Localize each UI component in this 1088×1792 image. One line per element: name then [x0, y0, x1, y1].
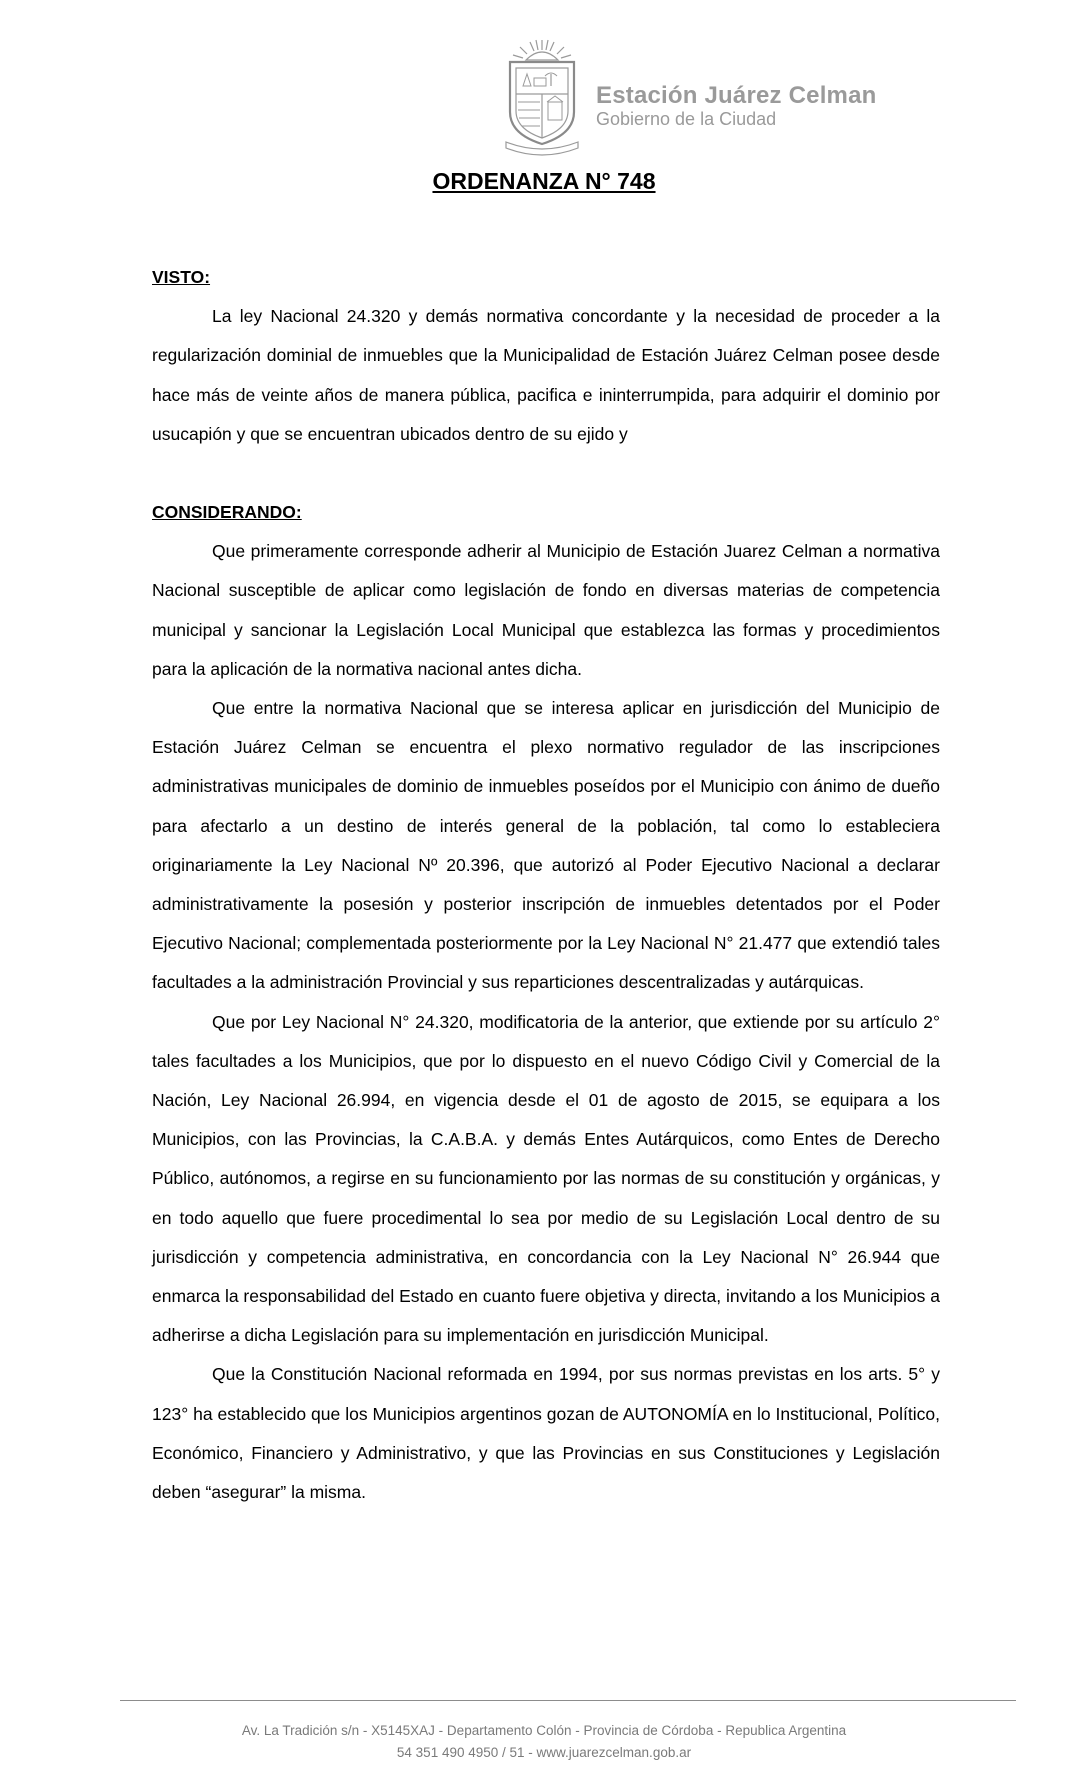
- footer-contact: 54 351 490 4950 / 51 - www.juarezcelman.gob.ar: [396, 1745, 692, 1760]
- footer-divider: [120, 1700, 1016, 1701]
- considerando-paragraph: Que la Constitución Nacional reformada en 1994, por sus normas previstas en los arts. 5° y 123° ha establecido que los Municipios argentinos gozan de AUTONOMÍA en lo Institucional, Político, Económico, Financiero y Administrativo, y que las Provincias en sus Constituciones y Legislación deben “asegurar” la misma.: [152, 1364, 940, 1503]
- document-body: [152, 258, 940, 1512]
- institution-name: Estación Juárez Celman: [596, 82, 877, 109]
- footer-address: Av. La Tradición s/n - X5145XAJ - Departamento Colón - Provincia de Córdoba - Republica Argentina: [241, 1723, 847, 1738]
- considerando-paragraph: Que entre la normativa Nacional que se interesa aplicar en jurisdicción del Municipio de Estación Juárez Celman se encuentra el plexo normativo regulador de las inscripciones administrativas municipales de dominio de inmuebles poseídos por el Municipio con ánimo de dueño para afectarlo a un destino de interés general de la población, tal como lo estableciera originariamente la Ley Nacional Nº 20.396, que autorizó al Poder Ejecutivo Nacional a declarar administrativamente la posesión y posterior inscripción de inmuebles detentados por el Poder Ejecutivo Nacional; complementada posteriormente por la Ley Nacional N° 21.477 que extendió tales facultades a la administración Provincial y sus reparticiones descentralizadas y autárquicas.: [152, 698, 940, 993]
- visto-paragraph: La ley Nacional 24.320 y demás normativa concordante y la necesidad de proceder a la regularización dominial de inmuebles que la Municipalidad de Estación Juárez Celman posee desde hace más de veinte años de manera pública, pacifica e ininterrumpida, para adquirir el dominio por usucapión y que se encuentran ubicados dentro de su ejido y: [152, 306, 940, 444]
- document-title: ORDENANZA N° 748: [432, 168, 656, 194]
- municipal-crest-logo: [496, 34, 588, 158]
- considerando-paragraph: Que por Ley Nacional N° 24.320, modificatoria de la anterior, que extiende por su artículo 2° tales facultades a los Municipios, que por lo dispuesto en el nuevo Código Civil y Comercial de la Nación, Ley Nacional 26.994, en vigencia desde el 01 de agosto de 2015, se equipara a los Municipios, con las Provincias, la C.A.B.A. y demás Entes Autárquicos, como Entes de Derecho Público, autónomos, a regirse en su funcionamiento por las normas de su constitución y orgánicas, y en todo aquello que fuere procedimental lo sea por medio de su Legislación Local dentro de su jurisdicción y competencia administrativa, en concordancia con la Ley Nacional N° 26.944 que enmarca la responsabilidad del Estado en cuanto fuere objetiva y directa, invitando a los Municipios a adherirse a dicha Legislación para su implementación en jurisdicción Municipal.: [152, 1011, 940, 1346]
- considerando-paragraph: Que primeramente corresponde adherir al Municipio de Estación Juarez Celman a normativa Nacional susceptible de aplicar como legislación de fondo en diversas materias de competencia municipal y sancionar la Legislación Local Municipal que establezca las formas y procedimientos para la aplicación de la normativa nacional antes dicha.: [152, 541, 940, 679]
- letterhead: [496, 34, 876, 158]
- considerando-section: [152, 532, 940, 1512]
- visto-heading: VISTO:: [152, 267, 211, 287]
- institution-subtitle: Gobierno de la Ciudad: [596, 109, 777, 129]
- considerando-heading: CONSIDERANDO:: [152, 502, 302, 523]
